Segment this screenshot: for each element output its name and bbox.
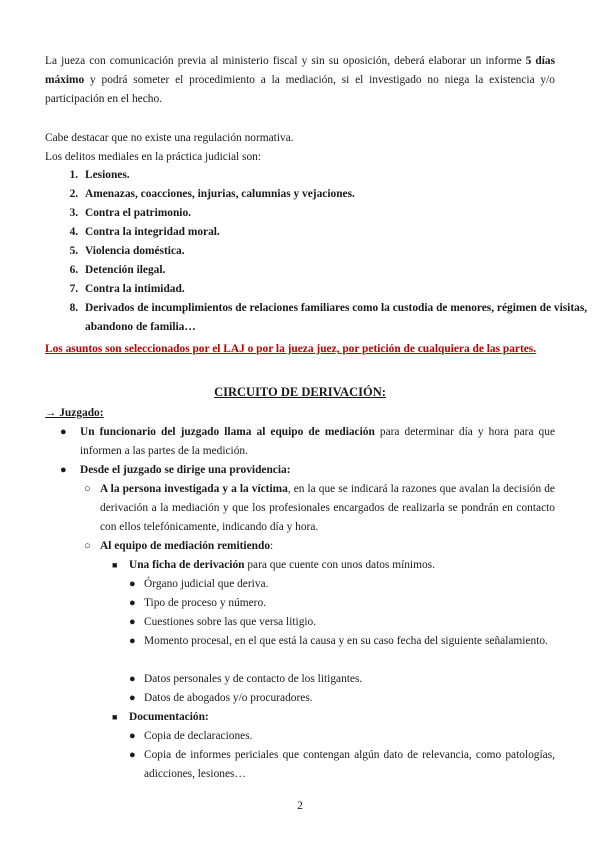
bullet-dot-icon: ● — [129, 692, 136, 704]
page-number: 2 — [297, 800, 303, 812]
delito-item: 1. Lesiones. — [81, 166, 593, 185]
regulation-note: Cabe destacar que no existe una regulación normativa. — [45, 132, 294, 144]
circuit-step-providencia — [80, 461, 555, 480]
bullet-circle-icon: ○ — [84, 540, 91, 552]
bullet-dot-icon: ● — [129, 616, 136, 628]
delito-item: 3. Contra el patrimonio. — [81, 204, 593, 223]
intro-text: La jueza con comunicación previa al ministerio fiscal y sin su oposición, deberá elaborar un informe — [45, 55, 526, 67]
investigada-text: , en la que se indicará la razones que avalan la decisión de derivación a la mediación y que los profesionales encargados de realizarla se pondrán en contacto con ellos telefónicamente, indicando día y hora. — [100, 483, 555, 533]
step-providencia-bold: Desde el juzgado se dirige una providencia: — [80, 464, 291, 476]
circuit-step-call — [80, 423, 555, 461]
bullet-dot-icon: ● — [129, 597, 136, 609]
delitos-intro: Los delitos mediales en la práctica judicial son: — [45, 151, 262, 163]
equipo-bold: Al equipo de mediación remitiendo — [100, 540, 271, 552]
delito-item: 7. Contra la intimidad. — [81, 280, 593, 299]
delito-item: 6. Detención ilegal. — [81, 261, 593, 280]
equipo-text: : — [270, 540, 274, 552]
step-call-bold: Un funcionario del juzgado llama al equipo de mediación — [80, 426, 375, 438]
documentacion-heading — [129, 708, 555, 727]
bullet-square-icon: ■ — [112, 560, 118, 570]
doc-item: Copia de declaraciones. — [144, 730, 253, 742]
bullet-dot-icon: ● — [129, 730, 136, 742]
bullet-dot-icon: ● — [60, 464, 67, 476]
bullet-square-icon: ■ — [112, 712, 118, 722]
investigada-bold: A la persona investigada y a la víctima — [100, 483, 288, 495]
bullet-dot-icon: ● — [129, 673, 136, 685]
ficha-item: Órgano judicial que deriva. — [144, 578, 269, 590]
delitos-list — [45, 166, 593, 337]
bullet-circle-icon: ○ — [84, 483, 91, 495]
intro-deadline: 5 días máximo — [45, 55, 555, 86]
delito-item: 8. Derivados de incumplimientos de relaciones familiares como la custodia de menores, régimen de visitas, abandono de familia… — [81, 299, 593, 337]
doc-item: Copia de informes periciales que contengan algún dato de relevancia, como patologías, adicciones, lesiones… — [144, 749, 555, 780]
step-call-text: para determinar día y hora para que informen a las partes de la medición. — [80, 426, 556, 457]
ficha-item: Tipo de proceso y número. — [144, 597, 267, 609]
ficha-bold: Una ficha de derivación — [129, 559, 245, 571]
ficha-item: Datos personales y de contacto de los litigantes. — [144, 673, 363, 685]
ficha-item: Cuestiones sobre las que versa litigio. — [144, 616, 317, 628]
bullet-dot-icon: ● — [129, 749, 136, 761]
providencia-equipo — [100, 537, 555, 556]
providencia-investigada — [100, 480, 555, 537]
ficha-derivacion — [129, 556, 555, 575]
documentacion-bold: Documentación: — [129, 711, 209, 723]
ficha-text: para que cuente con unos datos mínimos. — [244, 559, 435, 571]
ficha-item: Momento procesal, en el que está la causa y en su caso fecha del siguiente señalamiento. — [144, 635, 548, 647]
bullet-dot-icon: ● — [129, 578, 136, 590]
bullet-dot-icon: ● — [129, 635, 136, 647]
intro-paragraph — [45, 52, 555, 109]
delito-item: 2. Amenazas, coacciones, injurias, calumnias y vejaciones. — [81, 185, 593, 204]
delito-item: 4. Contra la integridad moral. — [81, 223, 593, 242]
intro-text-end: y podrá someter el procedimiento a la mediación, si el investigado no niega la existencia y/o participación en el hecho. — [45, 74, 555, 105]
ficha-item: Datos de abogados y/o procuradores. — [144, 692, 313, 704]
delito-item: 5. Violencia doméstica. — [81, 242, 593, 261]
bullet-dot-icon: ● — [60, 426, 67, 438]
selection-note: Los asuntos son seleccionados por el LAJ o por la jueza juez, por petición de cualquiera de las partes. — [45, 343, 537, 355]
section-heading: CIRCUITO DE DERIVACIÓN: — [214, 385, 386, 399]
juzgado-label: → Juzgado: — [45, 407, 104, 419]
